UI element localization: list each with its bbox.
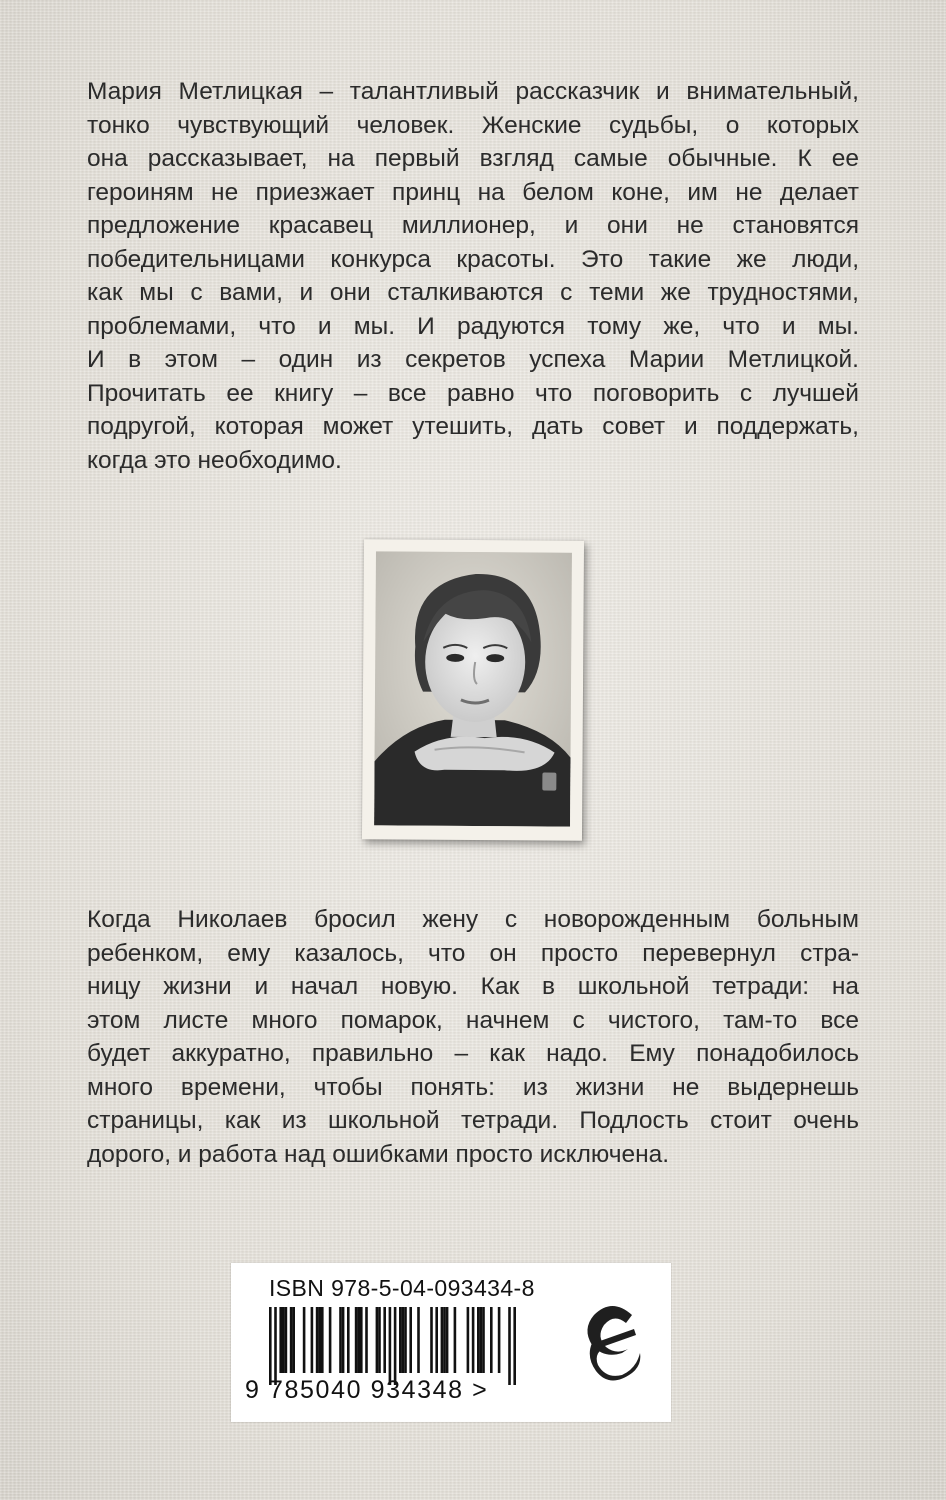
barcode-bar	[441, 1307, 444, 1373]
barcode-bar	[285, 1307, 288, 1373]
barcode-bar	[404, 1307, 407, 1373]
text-line: будет аккуратно, правильно – как надо. Ему понадобилось	[87, 1040, 859, 1067]
barcode-bar	[290, 1307, 293, 1373]
author-annotation	[87, 75, 859, 477]
text-line: ребенком, ему казалось, что он просто перевернул стра-	[87, 939, 859, 967]
text-line: Прочитать ее книгу – все равно что поговорить с лучшей	[87, 379, 859, 407]
author-photo	[374, 551, 572, 826]
text-line: этом листе много помарок, начнем с чистого, там-то все	[87, 1006, 859, 1034]
barcode-bar	[365, 1307, 368, 1373]
barcode-bar	[282, 1307, 285, 1373]
barcode-panel	[231, 1263, 671, 1422]
barcode-digits: 9 785040 934348 >	[245, 1376, 489, 1404]
book-synopsis	[87, 903, 859, 1171]
barcode-bar	[303, 1307, 306, 1373]
text-line: ницу жизни и начал новую. Как в школьной тетради: на	[87, 973, 859, 1000]
barcode-bar	[339, 1307, 342, 1373]
barcode-bar	[490, 1307, 493, 1373]
barcode-bar	[342, 1307, 345, 1373]
barcode-bar	[482, 1307, 485, 1373]
text-line: как мы с вами, и они сталкиваются с теми же трудностями,	[87, 279, 859, 306]
barcode-bar	[318, 1307, 321, 1373]
barcode-bar	[417, 1307, 420, 1373]
text-line: И в этом – один из секретов успеха Марии Метлицкой.	[87, 346, 859, 373]
text-line: подругой, которая может утешить, дать совет и поддержать,	[87, 413, 859, 440]
barcode-bar	[279, 1307, 282, 1373]
barcode-bar	[378, 1307, 381, 1373]
barcode-bar	[399, 1307, 402, 1373]
text-line: много времени, чтобы понять: из жизни не выдернешь	[87, 1073, 859, 1101]
text-line: она рассказывает, на первый взгляд самые обычные. К ее	[87, 145, 859, 172]
text-line: тонко чувствующий человек. Женские судьбы, о которых	[87, 111, 859, 139]
barcode-bar	[311, 1307, 314, 1373]
barcode-bar	[467, 1307, 470, 1373]
text-line: когда это необходимо.	[87, 446, 342, 474]
barcode-bar	[443, 1307, 446, 1373]
barcode-bar	[430, 1307, 433, 1373]
text-line: Когда Николаев бросил жену с новорожденным больным	[87, 906, 859, 933]
barcode-bar	[435, 1307, 438, 1373]
barcode-bar	[402, 1307, 405, 1373]
barcode-bar	[446, 1307, 449, 1373]
barcode-bar	[498, 1307, 501, 1373]
text-line: страницы, как из школьной тетради. Подлость стоит очень	[87, 1107, 859, 1134]
text-line: победительницами конкурса красоты. Это такие же люди,	[87, 245, 859, 273]
text-line: проблемами, что и мы. И радуются тому же, что и мы.	[87, 312, 859, 340]
barcode-bar	[347, 1307, 350, 1373]
barcode-bar	[355, 1307, 358, 1373]
barcode-bar	[269, 1307, 272, 1385]
barcode-bar	[292, 1307, 295, 1373]
barcode-bar	[274, 1307, 277, 1385]
barcode-bar	[357, 1307, 360, 1373]
eksmo-logo-icon	[582, 1293, 646, 1393]
barcode-bar	[321, 1307, 324, 1373]
text-line: героиням не приезжает принц на белом коне, им не делает	[87, 178, 859, 206]
barcode-bar	[508, 1307, 511, 1385]
barcode-icon	[251, 1307, 551, 1385]
text-line: Мария Метлицкая – талантливый рассказчик и внимательный,	[87, 78, 859, 105]
barcode-bar	[513, 1307, 516, 1385]
isbn-label: ISBN 978-5-04-093434-8	[269, 1275, 535, 1301]
barcode-bar	[389, 1307, 392, 1385]
barcode-bar	[472, 1307, 475, 1373]
barcode-bar	[376, 1307, 379, 1373]
barcode-bar	[360, 1307, 363, 1373]
barcode-bar	[394, 1307, 397, 1385]
text-line: дорого, и работа над ошибками просто исключена.	[87, 1140, 670, 1168]
text-line: предложение красавец миллионер, и они не становятся	[87, 212, 859, 239]
barcode-bar	[477, 1307, 480, 1373]
barcode-bar	[316, 1307, 319, 1373]
barcode-bar	[454, 1307, 457, 1373]
barcode-bar	[329, 1307, 332, 1373]
barcode-bar	[480, 1307, 483, 1373]
barcode-bar	[383, 1307, 386, 1373]
barcode-bar	[409, 1307, 412, 1373]
author-photo-frame	[362, 539, 584, 841]
